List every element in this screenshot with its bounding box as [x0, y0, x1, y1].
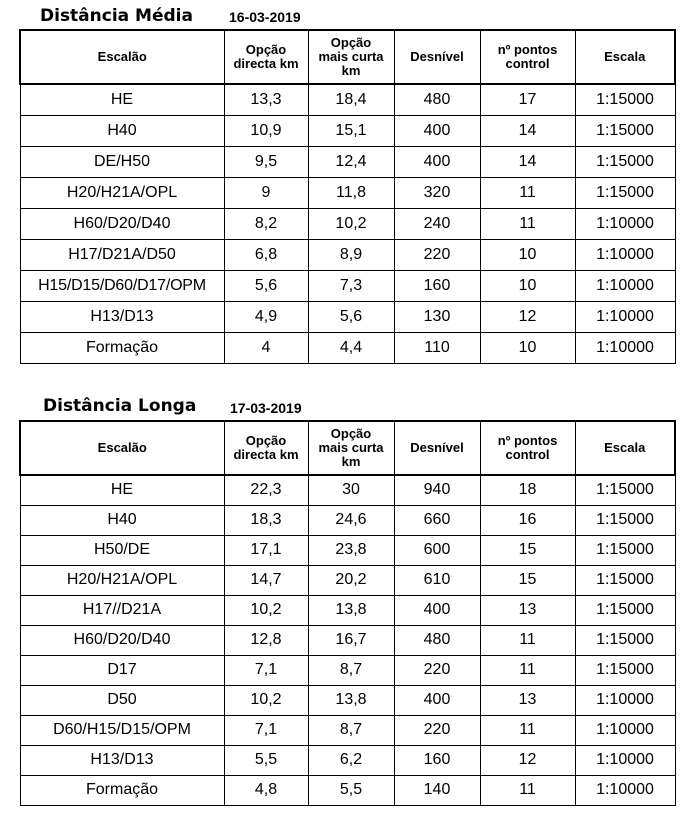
- cell-opcao-curta: 10,2: [308, 208, 394, 239]
- cell-desnivel: 600: [394, 535, 480, 565]
- cell-desnivel: 240: [394, 208, 480, 239]
- table-row: [20, 775, 675, 805]
- cell-pontos: 11: [480, 177, 575, 208]
- header-line: nº pontos: [497, 42, 558, 57]
- cell-opcao-curta: 24,6: [308, 505, 394, 535]
- cell-escala: 1:10000: [575, 208, 675, 239]
- cell-escalao: H13/D13: [20, 745, 224, 775]
- cell-desnivel: 130: [394, 301, 480, 332]
- cell-opcao-curta: 7,3: [308, 270, 394, 301]
- cell-opcao-directa: 4,9: [224, 301, 308, 332]
- table-media: [19, 29, 676, 364]
- cell-escala: 1:15000: [575, 115, 675, 146]
- cell-opcao-directa: 22,3: [224, 475, 308, 505]
- header-pontos: [480, 421, 575, 475]
- cell-escalao: HE: [20, 475, 224, 505]
- header-desnivel: Desnível: [394, 421, 480, 475]
- cell-escala: 1:10000: [575, 715, 675, 745]
- cell-desnivel: 320: [394, 177, 480, 208]
- cell-escala: 1:10000: [575, 745, 675, 775]
- cell-escalao: H13/D13: [20, 301, 224, 332]
- table-row: [20, 115, 675, 146]
- table-longa: [19, 420, 676, 806]
- cell-escalao: DE/H50: [20, 146, 224, 177]
- cell-opcao-directa: 7,1: [224, 715, 308, 745]
- cell-escalao: H20/H21A/OPL: [20, 565, 224, 595]
- cell-escala: 1:15000: [575, 177, 675, 208]
- header-opcao-directa: [224, 30, 308, 84]
- cell-desnivel: 140: [394, 775, 480, 805]
- cell-pontos: 13: [480, 595, 575, 625]
- cell-desnivel: 110: [394, 332, 480, 363]
- cell-opcao-curta: 5,5: [308, 775, 394, 805]
- section-date-longa: 17-03-2019: [230, 400, 302, 416]
- cell-desnivel: 610: [394, 565, 480, 595]
- table-row: [20, 595, 675, 625]
- cell-desnivel: 660: [394, 505, 480, 535]
- cell-opcao-curta: 8,7: [308, 655, 394, 685]
- header-line: control: [505, 447, 550, 462]
- table-row: [20, 565, 675, 595]
- cell-opcao-directa: 4: [224, 332, 308, 363]
- cell-opcao-curta: 15,1: [308, 115, 394, 146]
- cell-escalao: H17//D21A: [20, 595, 224, 625]
- cell-escalao: H20/H21A/OPL: [20, 177, 224, 208]
- cell-escala: 1:10000: [575, 775, 675, 805]
- header-line: nº pontos: [497, 433, 558, 448]
- table-row: [20, 301, 675, 332]
- cell-escalao: Formação: [20, 332, 224, 363]
- cell-escalao: HE: [20, 84, 224, 115]
- cell-opcao-directa: 17,1: [224, 535, 308, 565]
- cell-opcao-directa: 5,5: [224, 745, 308, 775]
- table-row: [20, 270, 675, 301]
- cell-pontos: 15: [480, 535, 575, 565]
- cell-desnivel: 220: [394, 715, 480, 745]
- header-line: mais curta: [318, 440, 384, 455]
- table-row: [20, 625, 675, 655]
- header-line: Opção: [330, 426, 372, 441]
- cell-opcao-directa: 8,2: [224, 208, 308, 239]
- cell-opcao-curta: 4,4: [308, 332, 394, 363]
- header-opcao-curta: [308, 30, 394, 84]
- header-opcao-directa: [224, 421, 308, 475]
- cell-opcao-directa: 4,8: [224, 775, 308, 805]
- cell-desnivel: 400: [394, 685, 480, 715]
- table-row: [20, 535, 675, 565]
- cell-escalao: H60/D20/D40: [20, 208, 224, 239]
- table-row: [20, 505, 675, 535]
- table-row: [20, 84, 675, 115]
- cell-opcao-curta: 18,4: [308, 84, 394, 115]
- cell-pontos: 10: [480, 270, 575, 301]
- header-desnivel: Desnível: [394, 30, 480, 84]
- header-line: directa km: [233, 447, 299, 462]
- table-row: [20, 332, 675, 363]
- section-title-longa: Distância Longa: [43, 396, 197, 416]
- cell-opcao-curta: 13,8: [308, 685, 394, 715]
- header-line: directa km: [233, 56, 299, 71]
- cell-escalao: H50/DE: [20, 535, 224, 565]
- table-row: [20, 715, 675, 745]
- cell-escala: 1:15000: [575, 595, 675, 625]
- cell-pontos: 11: [480, 655, 575, 685]
- cell-opcao-directa: 13,3: [224, 84, 308, 115]
- header-escala: Escala: [575, 421, 675, 475]
- cell-escalao: H60/D20/D40: [20, 625, 224, 655]
- cell-pontos: 14: [480, 115, 575, 146]
- cell-opcao-directa: 9,5: [224, 146, 308, 177]
- cell-escala: 1:15000: [575, 655, 675, 685]
- cell-escala: 1:15000: [575, 625, 675, 655]
- cell-opcao-curta: 5,6: [308, 301, 394, 332]
- cell-escala: 1:15000: [575, 535, 675, 565]
- cell-pontos: 10: [480, 239, 575, 270]
- cell-escala: 1:10000: [575, 270, 675, 301]
- cell-opcao-directa: 14,7: [224, 565, 308, 595]
- cell-desnivel: 480: [394, 625, 480, 655]
- cell-opcao-curta: 6,2: [308, 745, 394, 775]
- cell-desnivel: 400: [394, 115, 480, 146]
- table-row: [20, 745, 675, 775]
- table-row: [20, 685, 675, 715]
- header-escala: Escala: [575, 30, 675, 84]
- cell-desnivel: 160: [394, 270, 480, 301]
- cell-escala: 1:10000: [575, 332, 675, 363]
- cell-escalao: D17: [20, 655, 224, 685]
- cell-pontos: 10: [480, 332, 575, 363]
- cell-opcao-curta: 8,7: [308, 715, 394, 745]
- cell-opcao-directa: 9: [224, 177, 308, 208]
- table-row: [20, 239, 675, 270]
- header-line: control: [505, 56, 550, 71]
- cell-opcao-curta: 16,7: [308, 625, 394, 655]
- cell-opcao-directa: 6,8: [224, 239, 308, 270]
- cell-opcao-directa: 7,1: [224, 655, 308, 685]
- cell-opcao-curta: 20,2: [308, 565, 394, 595]
- table-row: [20, 177, 675, 208]
- cell-opcao-directa: 18,3: [224, 505, 308, 535]
- cell-opcao-directa: 10,2: [224, 595, 308, 625]
- header-line: Opção: [245, 42, 287, 57]
- cell-desnivel: 400: [394, 595, 480, 625]
- table-row: [20, 655, 675, 685]
- section-title-media: Distância Média: [40, 6, 193, 26]
- cell-escalao: H17/D21A/D50: [20, 239, 224, 270]
- cell-escala: 1:15000: [575, 84, 675, 115]
- cell-escala: 1:10000: [575, 685, 675, 715]
- cell-desnivel: 160: [394, 745, 480, 775]
- table-row: [20, 146, 675, 177]
- cell-opcao-directa: 10,9: [224, 115, 308, 146]
- header-line: Opção: [330, 35, 372, 50]
- header-line: km: [341, 63, 361, 78]
- cell-pontos: 12: [480, 745, 575, 775]
- cell-escalao: D50: [20, 685, 224, 715]
- cell-desnivel: 400: [394, 146, 480, 177]
- cell-escala: 1:15000: [575, 505, 675, 535]
- cell-desnivel: 220: [394, 239, 480, 270]
- cell-opcao-curta: 8,9: [308, 239, 394, 270]
- cell-pontos: 13: [480, 685, 575, 715]
- table-header-row: [20, 421, 675, 475]
- table-row: [20, 208, 675, 239]
- header-pontos: [480, 30, 575, 84]
- cell-escalao: D60/H15/D15/OPM: [20, 715, 224, 745]
- header-line: mais curta: [318, 49, 384, 64]
- section-date-media: 16-03-2019: [229, 9, 301, 25]
- cell-pontos: 18: [480, 475, 575, 505]
- cell-pontos: 14: [480, 146, 575, 177]
- table-header-row: [20, 30, 675, 84]
- cell-desnivel: 940: [394, 475, 480, 505]
- cell-escalao: Formação: [20, 775, 224, 805]
- header-line: km: [341, 454, 361, 469]
- header-escalao: Escalão: [20, 421, 224, 475]
- cell-opcao-curta: 11,8: [308, 177, 394, 208]
- cell-escala: 1:15000: [575, 475, 675, 505]
- cell-opcao-directa: 10,2: [224, 685, 308, 715]
- cell-opcao-directa: 12,8: [224, 625, 308, 655]
- cell-desnivel: 480: [394, 84, 480, 115]
- cell-pontos: 16: [480, 505, 575, 535]
- cell-opcao-curta: 12,4: [308, 146, 394, 177]
- cell-opcao-directa: 5,6: [224, 270, 308, 301]
- cell-pontos: 11: [480, 208, 575, 239]
- cell-escalao: H15/D15/D60/D17/OPM: [20, 270, 224, 301]
- cell-pontos: 11: [480, 625, 575, 655]
- header-escalao: Escalão: [20, 30, 224, 84]
- cell-escala: 1:10000: [575, 239, 675, 270]
- header-opcao-curta: [308, 421, 394, 475]
- table-row: [20, 475, 675, 505]
- cell-escalao: H40: [20, 115, 224, 146]
- cell-opcao-curta: 23,8: [308, 535, 394, 565]
- cell-escala: 1:15000: [575, 565, 675, 595]
- cell-pontos: 11: [480, 715, 575, 745]
- cell-pontos: 12: [480, 301, 575, 332]
- cell-escala: 1:15000: [575, 146, 675, 177]
- cell-escala: 1:10000: [575, 301, 675, 332]
- cell-opcao-curta: 13,8: [308, 595, 394, 625]
- cell-pontos: 11: [480, 775, 575, 805]
- cell-pontos: 17: [480, 84, 575, 115]
- cell-pontos: 15: [480, 565, 575, 595]
- cell-escalao: H40: [20, 505, 224, 535]
- header-line: Opção: [245, 433, 287, 448]
- cell-opcao-curta: 30: [308, 475, 394, 505]
- cell-desnivel: 220: [394, 655, 480, 685]
